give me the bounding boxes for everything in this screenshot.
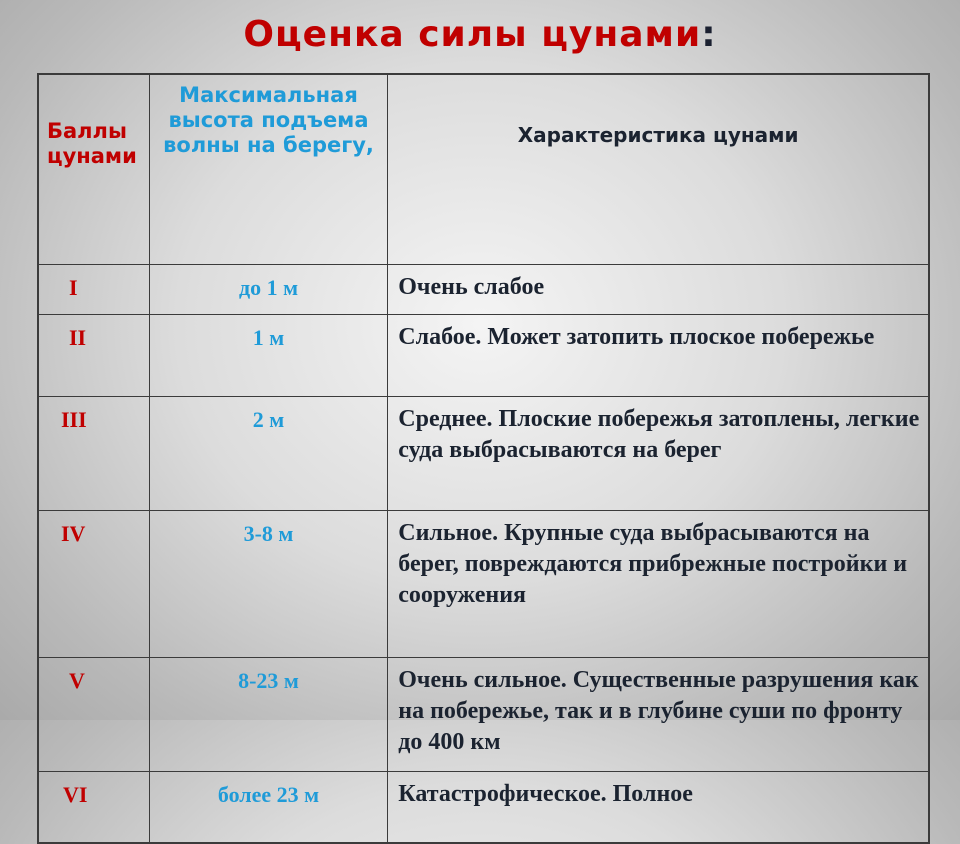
score-cell: III bbox=[38, 397, 149, 511]
page-title bbox=[0, 14, 960, 55]
height-cell: 3-8 м bbox=[149, 511, 388, 658]
height-cell: до 1 м bbox=[149, 265, 388, 315]
height-cell: 1 м bbox=[149, 315, 388, 397]
height-cell: 8-23 м bbox=[149, 658, 388, 772]
description-cell: Катастрофическое. Полное bbox=[388, 772, 929, 844]
table-row bbox=[38, 265, 929, 315]
header-score: Баллы цунами bbox=[38, 74, 149, 265]
table-row bbox=[38, 397, 929, 511]
score-cell: V bbox=[38, 658, 149, 772]
table-row bbox=[38, 772, 929, 844]
description-cell: Очень слабое bbox=[388, 265, 929, 315]
table-header-row bbox=[38, 74, 929, 265]
header-height: Максимальная высота подъема волны на берегу, bbox=[149, 74, 388, 265]
height-cell: более 23 м bbox=[149, 772, 388, 844]
tsunami-scale-table bbox=[37, 73, 930, 844]
title-colon: : bbox=[701, 14, 717, 55]
height-cell: 2 м bbox=[149, 397, 388, 511]
score-cell: II bbox=[38, 315, 149, 397]
title-text: Оценка силы цунами bbox=[243, 14, 702, 55]
score-cell: I bbox=[38, 265, 149, 315]
header-description: Характеристика цунами bbox=[388, 74, 929, 265]
description-cell: Сильное. Крупные суда выбрасываются на берег, повреждаются прибрежные постройки и сооружения bbox=[388, 511, 929, 658]
description-cell: Среднее. Плоские побережья затоплены, легкие суда выбрасываются на берег bbox=[388, 397, 929, 511]
score-cell: IV bbox=[38, 511, 149, 658]
table-row bbox=[38, 315, 929, 397]
table-row bbox=[38, 658, 929, 772]
table-row bbox=[38, 511, 929, 658]
description-cell: Очень сильное. Существенные разрушения как на побережье, так и в глубине суши по фронту до 400 км bbox=[388, 658, 929, 772]
score-cell: VI bbox=[38, 772, 149, 844]
description-cell: Слабое. Может затопить плоское побережье bbox=[388, 315, 929, 397]
